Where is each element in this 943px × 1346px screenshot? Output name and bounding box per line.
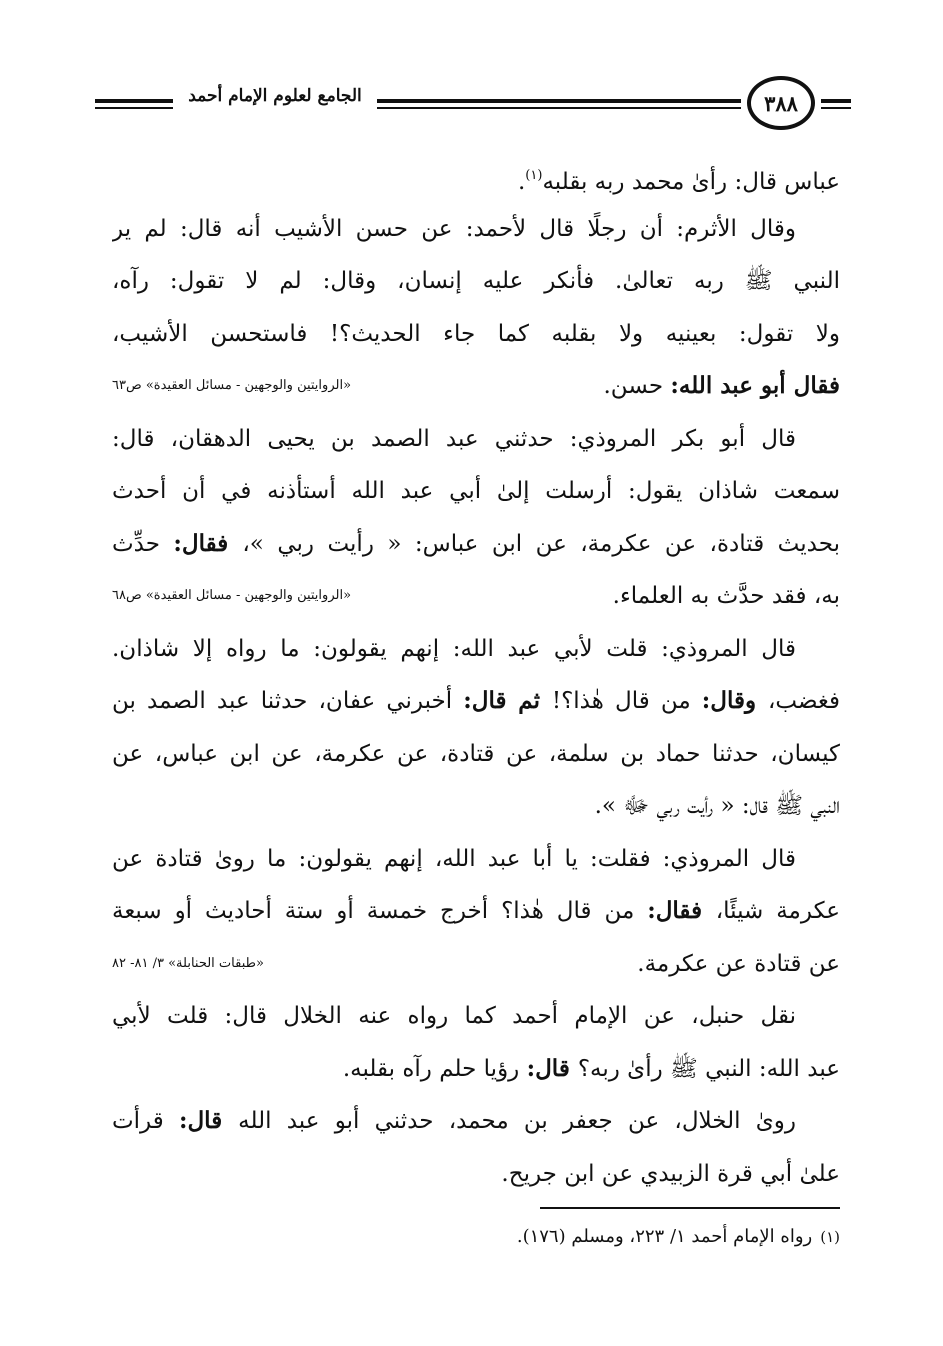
line-text: كيسان، حدثنا حماد بن سلمة، عن قتادة، عن عكرمة، عن ابن عباس، عن — [112, 740, 840, 767]
page-header — [95, 68, 850, 138]
text-line — [112, 308, 840, 361]
line-text-after: رؤيا حلم رآه بقلبه. — [342, 1055, 527, 1082]
line-text: قال أبو بكر المروذي: حدثني عبد الصمد بن يحيى الدهقان، قال: — [112, 425, 796, 452]
line-text: عكرمة شيئًا، — [715, 898, 840, 924]
text-line — [112, 203, 840, 256]
line-text: النبي ﷺ قال: « رأيت ربي ﷻ ». — [594, 793, 840, 819]
page-number: ٣٨٨ — [764, 90, 798, 116]
speaker-label: وقال: — [701, 687, 768, 714]
line-text: قال المروذي: فقلت: يا أبا عبد الله، إنهم يقولون: ما رویٰ قتادة عن — [112, 845, 796, 872]
page-number-badge — [747, 76, 815, 130]
text-line — [112, 1095, 840, 1148]
text-line — [112, 255, 840, 308]
line-text-after: حدِّث — [112, 530, 174, 557]
footnote-marker: (١) — [525, 168, 543, 183]
speaker-label: ثم قال: — [463, 687, 552, 714]
text-line — [112, 780, 840, 833]
text-line — [112, 938, 840, 991]
text-line — [112, 1043, 840, 1096]
line-text-after: من قال هٰذا؟! — [551, 688, 702, 714]
line-text: عن قتادة عن عكرمة. — [637, 950, 840, 977]
line-text: علىٰ أبي قرة الزبيدي عن ابن جريح. — [501, 1160, 840, 1187]
text-line — [112, 728, 840, 781]
text-line — [112, 833, 840, 886]
speaker-label: فقال: — [173, 529, 243, 557]
line-text: قال المروذي: قلت لأبي عبد الله: إنهم يقولون: ما رواه إلا شاذان. — [112, 635, 796, 662]
line-text: سمعت شاذان يقول: أرسلت إلىٰ أبي عبد الله أستأذنه في أن أحدث — [112, 478, 840, 504]
line-text: به، فقد حدَّث به العلماء. — [612, 583, 840, 609]
line-text-after: قرأت — [112, 1108, 179, 1134]
body-text — [112, 150, 840, 1200]
speaker-label: قال: — [178, 1107, 239, 1134]
text-line — [112, 885, 840, 938]
running-title: الجامع لعلوم الإمام أحمد — [188, 86, 362, 106]
text-line — [112, 675, 840, 728]
line-text: عبد الله: النبي ﷺ رأىٰ ربه؟ — [577, 1055, 840, 1082]
line-text: روىٰ الخلال، عن جعفر بن محمد، حدثني أبو عبد الله — [238, 1108, 796, 1134]
header-rule-middle — [377, 99, 741, 111]
source-reference: «الروايتين والوجهين - مسائل العقيدة» ص٦٨ — [112, 588, 352, 603]
speaker-label: فقال: — [647, 897, 716, 924]
line-text: فغضب، — [767, 688, 840, 714]
header-rule-right — [821, 99, 851, 111]
line-text: ولا تقول: بعينيه ولا بقلبه كما جاء الحديث؟! فاستحسن الأشيب، — [112, 320, 840, 347]
text-line — [112, 990, 840, 1043]
line-text-after: أخبرني عفان، حدثنا عبد الصمد بن — [112, 688, 464, 714]
text-line — [112, 518, 840, 571]
speaker-label: قال: — [526, 1054, 578, 1082]
footnote-separator — [540, 1207, 840, 1209]
line-text: النبي ﷺ ربه تعالىٰ. فأنكر عليه إنسان، وقال: لم لا تقول: رآه، — [112, 268, 840, 294]
text-line — [112, 360, 840, 413]
text-line — [112, 1148, 840, 1201]
text-line — [112, 465, 840, 518]
line-text: عباس قال: رأىٰ محمد ربه بقلبه — [542, 169, 840, 195]
line-text-after: من قال هٰذا؟ أخرج خمسة أو ستة أحاديث أو سبعة — [112, 898, 648, 924]
text-line — [112, 150, 840, 203]
line-text: نقل حنبل، عن الإمام أحمد كما رواه عنه الخلال قال: قلت لأبي — [112, 1003, 796, 1029]
text-line — [112, 413, 840, 466]
footnote-text: رواه الإمام أحمد ١/ ٢٢٣، ومسلم (١٧٦). — [516, 1226, 813, 1247]
line-text: حسن. — [603, 373, 671, 399]
text-line — [112, 623, 840, 676]
speaker-label: فقال أبو عبد الله: — [670, 372, 840, 399]
source-reference: «طبقات الحنابلة» ٣/ ٨١- ٨٢ — [112, 955, 264, 971]
footnote-number: (١) — [820, 1228, 840, 1246]
footnote — [360, 1222, 840, 1252]
line-tail: . — [517, 169, 526, 195]
text-line — [112, 570, 840, 623]
line-text: بحديث قتادة، عن عكرمة، عن ابن عباس: « رأيت ربي »، — [242, 530, 840, 557]
header-rule-left — [95, 99, 173, 111]
source-reference: «الروايتين والوجهين - مسائل العقيدة» ص٦٣ — [112, 378, 352, 393]
line-text: وقال الأثرم: أن رجلًا قال لأحمد: عن حسن الأشيب أنه قال: لم ير — [112, 215, 796, 242]
